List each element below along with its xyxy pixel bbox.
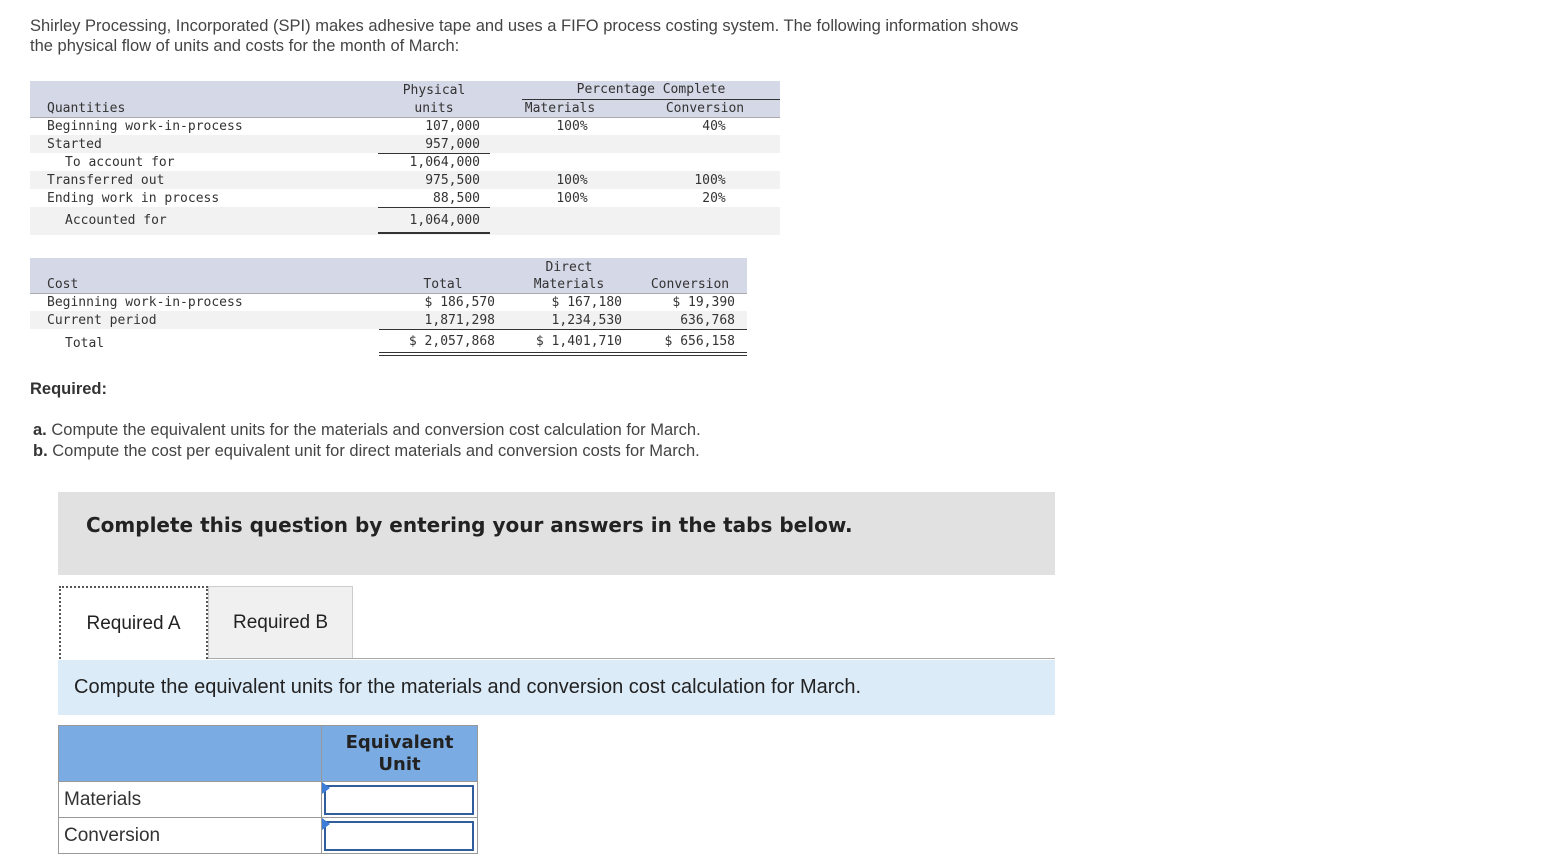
tab-instruction-text: Compute the equivalent units for the materials and conversion cost calculation for March. xyxy=(74,676,862,698)
required-b-prefix: b. xyxy=(33,442,48,460)
row-materials-pct: 100% xyxy=(556,191,588,206)
answer-table xyxy=(58,725,478,854)
intro-line-1: Shirley Processing, Incorporated (SPI) makes adhesive tape and uses a FIFO process costing system. The following information shows xyxy=(30,17,1019,35)
col-conversion: Conversion xyxy=(650,277,730,292)
row-units: 1,064,000 xyxy=(409,213,480,228)
row-total: $ 186,570 xyxy=(424,295,495,310)
answer-header-line-2: Unit xyxy=(378,753,421,775)
row-label: Started xyxy=(47,137,102,152)
row-conversion-pct: 40% xyxy=(702,119,726,134)
answer-header-equivalent-unit xyxy=(322,726,478,782)
row-dm: $ 167,180 xyxy=(551,295,622,310)
row-units: 975,500 xyxy=(425,173,480,188)
row-total: $ 2,057,868 xyxy=(408,334,495,349)
input-marker-icon xyxy=(322,818,330,830)
tab-divider xyxy=(208,658,1055,659)
intro-line-2: the physical flow of units and costs for the month of March: xyxy=(30,37,460,55)
tab-instruction xyxy=(58,660,1055,715)
input-marker-icon xyxy=(322,782,330,794)
problem-intro xyxy=(30,16,1150,56)
row-label: To account for xyxy=(65,155,175,170)
col-physical-1: Physical xyxy=(402,83,466,98)
pct-group-underline xyxy=(522,99,780,100)
row-label: Ending work in process xyxy=(47,191,220,206)
col-total: Total xyxy=(423,277,463,292)
col-materials: Materials xyxy=(524,101,596,116)
quantities-label: Quantities xyxy=(47,101,126,116)
materials-equivalent-unit-input[interactable] xyxy=(324,785,474,815)
row-conversion-pct: 20% xyxy=(702,191,726,206)
table-row xyxy=(59,818,478,854)
row-units: 107,000 xyxy=(425,119,480,134)
required-a-prefix: a. xyxy=(33,421,47,439)
col-conversion: Conversion xyxy=(665,101,745,116)
col-physical-2: units xyxy=(414,101,454,116)
required-a xyxy=(33,421,701,440)
row-dm: 1,234,530 xyxy=(551,313,622,328)
row-conversion: $ 19,390 xyxy=(672,295,735,310)
row-conversion: 636,768 xyxy=(680,313,735,328)
cost-label: Cost xyxy=(47,277,79,292)
banner-text: Complete this question by entering your answers in the tabs below. xyxy=(86,513,853,537)
required-b-text: Compute the cost per equivalent unit for direct materials and conversion costs for March. xyxy=(52,442,700,460)
row-units: 957,000 xyxy=(425,137,480,152)
col-dm-1: Direct xyxy=(545,260,593,275)
required-title: Required: xyxy=(30,380,108,398)
col-dm-2: Materials xyxy=(533,277,605,292)
row-label: Beginning work-in-process xyxy=(47,295,243,310)
row-conversion-pct: 100% xyxy=(694,173,726,188)
answer-cell-conversion xyxy=(322,818,478,854)
table-row xyxy=(59,782,478,818)
row-units: 1,064,000 xyxy=(409,155,480,170)
row-label: Beginning work-in-process xyxy=(47,119,243,134)
required-b xyxy=(33,442,700,461)
row-total: 1,871,298 xyxy=(424,313,495,328)
required-a-text: Compute the equivalent units for the materials and conversion cost calculation for March. xyxy=(51,421,701,439)
answer-table-header xyxy=(59,726,478,782)
tab-required-b[interactable]: Required B xyxy=(208,586,353,659)
row-label: Transferred out xyxy=(47,173,165,188)
instructions-banner xyxy=(58,492,1055,575)
row-label: Current period xyxy=(47,313,157,328)
answer-cell-materials xyxy=(322,782,478,818)
col-pct-group: Percentage Complete xyxy=(576,82,726,97)
row-materials-pct: 100% xyxy=(556,119,588,134)
answer-header-line-1: Equivalent xyxy=(345,731,454,753)
row-conversion: $ 656,158 xyxy=(664,334,735,349)
row-dm: $ 1,401,710 xyxy=(535,334,622,349)
row-materials-pct: 100% xyxy=(556,173,588,188)
row-label: Total xyxy=(65,336,105,351)
tab-required-a[interactable]: Required A xyxy=(59,586,208,659)
conversion-equivalent-unit-input[interactable] xyxy=(324,821,474,851)
answer-row-label-conversion: Conversion xyxy=(59,818,322,854)
row-label: Accounted for xyxy=(65,213,167,228)
row-units: 88,500 xyxy=(433,191,480,206)
answer-header-blank xyxy=(59,726,322,782)
answer-row-label-materials: Materials xyxy=(59,782,322,818)
